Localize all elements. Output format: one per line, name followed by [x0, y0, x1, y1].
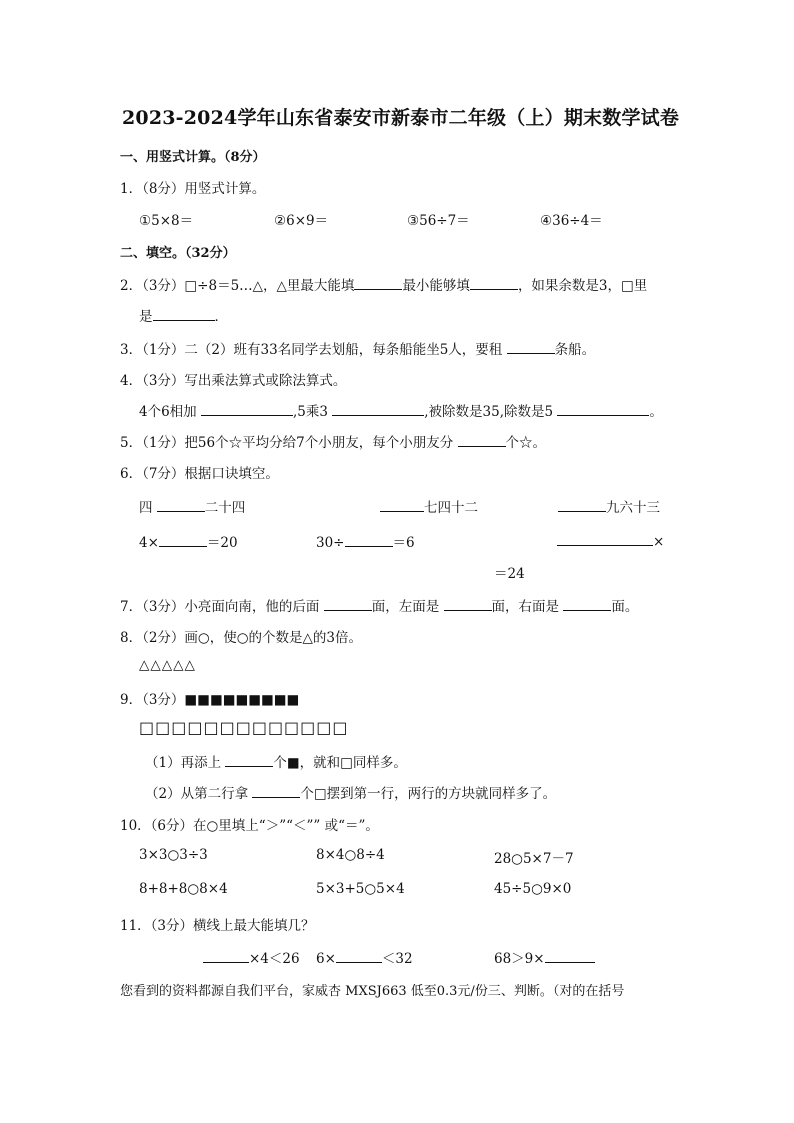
- q2-blank-2[interactable]: [470, 275, 518, 290]
- q11-item-2: [316, 947, 413, 967]
- q6-text: 二十四: [204, 500, 246, 516]
- q4-text-1: 4个6相加: [139, 404, 197, 420]
- q4-blank-1[interactable]: [201, 401, 293, 416]
- question-3: [120, 338, 595, 358]
- q7-blank-1[interactable]: [324, 596, 372, 611]
- q9-square-row: □□□□□□□□□□□□□: [139, 718, 349, 737]
- section-heading-2: 二、填空。（32分）: [120, 246, 236, 261]
- q7-blank-2[interactable]: [444, 596, 492, 611]
- q4-text-3: ,被除数是35,除数是5: [424, 404, 554, 420]
- question-6-stem: 6．（7分）根据口诀填空。: [120, 466, 279, 482]
- q10-r1-c2: 8×4○8÷4: [316, 847, 385, 863]
- q9-sub-2: [145, 782, 556, 802]
- q7-text: 7．（3分）小亮面向南，他的后面: [120, 599, 320, 615]
- q11-blank-3[interactable]: [545, 948, 595, 963]
- q7-blank-3[interactable]: [563, 596, 611, 611]
- q2-text-3: ，如果余数是3，□里: [517, 278, 648, 294]
- q6-r1-c3: [558, 496, 660, 516]
- q7-text: 面，右面是: [491, 599, 560, 615]
- q2-blank-3[interactable]: [153, 306, 215, 321]
- q5-text-2: 个☆。: [505, 435, 546, 451]
- page-title: 2023-2024学年山东省泰安市新泰市二年级（上）期末数学试卷: [122, 107, 680, 129]
- q9-text: 个□摆到第一行，两行的方块就同样多了。: [300, 786, 557, 802]
- question-9-stem: 9．（3分）■■■■■■■■■: [120, 692, 300, 708]
- question-2-line-1: [120, 274, 647, 294]
- q2-blank-1[interactable]: [354, 275, 402, 290]
- question-4-stem: 4．（3分）写出乘法算式或除法算式。: [120, 373, 347, 389]
- q9-blank-1[interactable]: [225, 752, 273, 767]
- q6-text: 4×: [139, 535, 159, 551]
- question-11-stem: 11．（3分）横线上最大能填几？: [120, 918, 315, 934]
- q11-blank-2[interactable]: [336, 948, 382, 963]
- q6-blank-1[interactable]: [157, 497, 205, 512]
- q11-item-1: [203, 947, 300, 967]
- footer-note: 您看到的资料都源自我们平台，家威杏 MXSJ663 低至0.3元/份三、判断。（对的在括号: [120, 984, 625, 999]
- q9-text: 个■，就和□同样多。: [273, 755, 407, 771]
- q5-blank[interactable]: [458, 432, 506, 447]
- q10-r1-c3: 28○5×7－7: [494, 851, 574, 867]
- q10-r2-c1: 8+8+8○8×4: [139, 881, 228, 897]
- q10-r2-c3: 45÷5○9×0: [494, 881, 572, 897]
- q2-text-4: 是: [139, 309, 153, 325]
- q1-item-1: ①5×8＝: [139, 213, 194, 229]
- q11-blank-1[interactable]: [203, 948, 249, 963]
- q2-text-1: 2．（3分）□÷8＝5…△，△里最大能填: [120, 278, 355, 294]
- q7-text: 面，左面是: [371, 599, 440, 615]
- q5-text-1: 5．（1分）把56个☆平均分给7个小朋友，每个小朋友分: [120, 435, 454, 451]
- q6-r1-c2: [380, 496, 478, 516]
- q6-blank-3[interactable]: [558, 497, 606, 512]
- q11-item-3: [494, 947, 595, 967]
- q6-blank-6[interactable]: [557, 531, 653, 546]
- q10-r2-c2: 5×3+5○5×4: [316, 881, 405, 897]
- question-1-stem: 1．（8分）用竖式计算。: [120, 181, 266, 197]
- q11-text: 68＞9×: [494, 951, 545, 967]
- q6-text: 九六十三: [606, 500, 660, 516]
- q11-text: ＜32: [381, 951, 413, 967]
- q6-text: 30÷: [316, 535, 345, 551]
- question-5: [120, 431, 546, 451]
- q10-r1-c1: 3×3○3÷3: [139, 847, 208, 863]
- q8-triangles: △△△△△: [139, 657, 196, 673]
- q1-item-3: ③56÷7＝: [407, 213, 470, 229]
- q9-text: （1）再添上: [145, 755, 222, 771]
- q2-text-2: 最小能够填: [402, 278, 470, 294]
- q3-blank[interactable]: [507, 339, 555, 354]
- q6-text: ×: [653, 534, 665, 550]
- q6-text: 七四十二: [424, 500, 478, 516]
- q6-blank-2[interactable]: [380, 497, 424, 512]
- q3-text-2: 条船。: [554, 342, 596, 358]
- q6-blank-4[interactable]: [159, 532, 207, 547]
- q4-text-4: 。: [649, 404, 663, 420]
- q4-blank-3[interactable]: [557, 401, 649, 416]
- question-4-answers: [139, 400, 663, 420]
- q6-r1-c1: [139, 496, 245, 516]
- q7-text: 面。: [611, 599, 639, 615]
- q4-blank-2[interactable]: [332, 401, 424, 416]
- q2-text-5: ．: [214, 309, 228, 325]
- q9-sub-1: [145, 751, 407, 771]
- q9-blank-2[interactable]: [252, 783, 300, 798]
- q1-item-2: ②6×9＝: [274, 213, 329, 229]
- q11-text: ×4＜26: [249, 951, 300, 967]
- q6-text: ＝20: [206, 535, 238, 551]
- q6-r2-c3: [557, 531, 664, 550]
- question-8-stem: 8．（2分）画○，使○的个数是△的3倍。: [120, 630, 362, 646]
- q6-r2-c1: [139, 531, 238, 551]
- section-heading-1: 一、用竖式计算。（8分）: [120, 150, 266, 165]
- q1-item-4: ④36÷4＝: [540, 213, 603, 229]
- q6-blank-5[interactable]: [345, 532, 393, 547]
- q4-text-2: ,5乘3: [292, 404, 328, 420]
- question-10-stem: 10．（6分）在○里填上“＞”“＜”” 或“＝”。: [120, 818, 379, 834]
- q6-text: ＝6: [392, 535, 415, 551]
- question-2-line-2: [139, 305, 228, 325]
- q6-r3: ＝24: [494, 566, 525, 582]
- q6-r2-c2: [316, 531, 415, 551]
- q9-text: （2）从第二行拿: [145, 786, 249, 802]
- question-7: [120, 595, 638, 615]
- q11-text: 6×: [316, 951, 336, 967]
- q3-text-1: 3．（1分）二（2）班有33名同学去划船，每条船能坐5人，要租: [120, 342, 503, 358]
- q6-text: 四: [139, 500, 153, 516]
